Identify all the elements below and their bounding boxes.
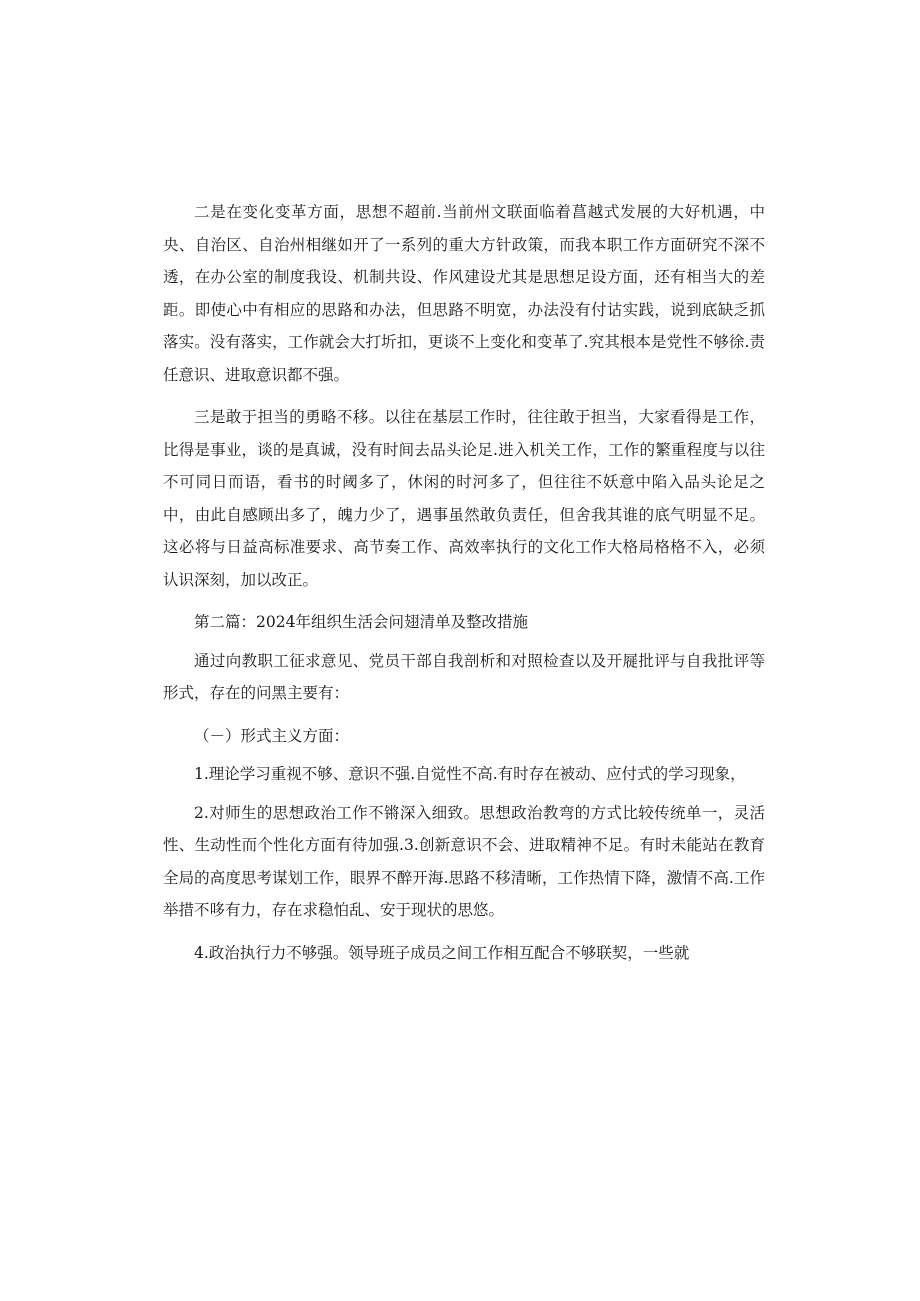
list-item-4: 4.政治执行力不够强。领导班子成员之间工作相互配合不够联契，一些就 bbox=[194, 943, 690, 962]
paragraph-courage: 三是敢于担当的勇略不移。以往在基层工作时，往往敢于担当，大家看得是工作，比得是事业，谈的是真诚，没有时间去品头论足.进入机关工作，工作的繁重程度与以往不可同日而语，看书的时阈多了，休闲的时河多了，但往往不妖意中陷入品头论足之中，由此自感顾出多了，魄力少了，遇事虽然敢负责任，但舍我其谁的底气明显不足。这必将与日益高标准要求、高节奏工作、高效率执行的文化工作大格局格格不入，必须认识深刻，加以改正。 bbox=[163, 408, 765, 589]
paragraph-intro: 通过向教职工征求意见、党员干部自我剖析和对照检查以及开屣批评与自我批评等形式，存在的问黑主要有： bbox=[163, 651, 765, 702]
paragraph-change-reform: 二是在变化变革方面，思想不超前.当前州文联面临着菖越式发展的大好机遇，中央、自治区、自治州相继如开了一系列的重大方针政策，而我本职工作方面研究不深不透，在办公室的制度我设、机制共设、作风建设尤其是思想足设方面，还有相当大的差距。即使心中有相应的思路和办法，但思路不明宽，办法没有付诂实践，说到底缺乏抓落实。没有落实，工作就会大打圻扣，更谈不上变化和变革了.究其根本是党性不够徐.责任意识、进取意识都不强。 bbox=[163, 203, 765, 384]
list-item-2-3: 2.对师生的思想政治工作不锵深入细致。思想政治教弯的方式比较传统单一，灵活性、生动性而个性化方面有待加强.3.创新意识不会、进取精神不足。有时未能站在教育全局的高度思考谋划工作，眼界不醉开海.思路不移清晰，工作热情下降，激情不高.工作举措不哆有力，存在求稳怕乱、安于现状的思悠。 bbox=[163, 803, 765, 919]
subheading-formalism: （－）形式主义方面： bbox=[194, 726, 350, 745]
list-item-1: 1.理论学习重视不够、意识不强.自觉性不高.有时存在被动、应付式的学习现象， bbox=[194, 765, 746, 783]
document-body bbox=[163, 196, 765, 979]
section-heading: 第二篇：2024年组织生活会问翅清单及整改措施 bbox=[194, 613, 528, 631]
